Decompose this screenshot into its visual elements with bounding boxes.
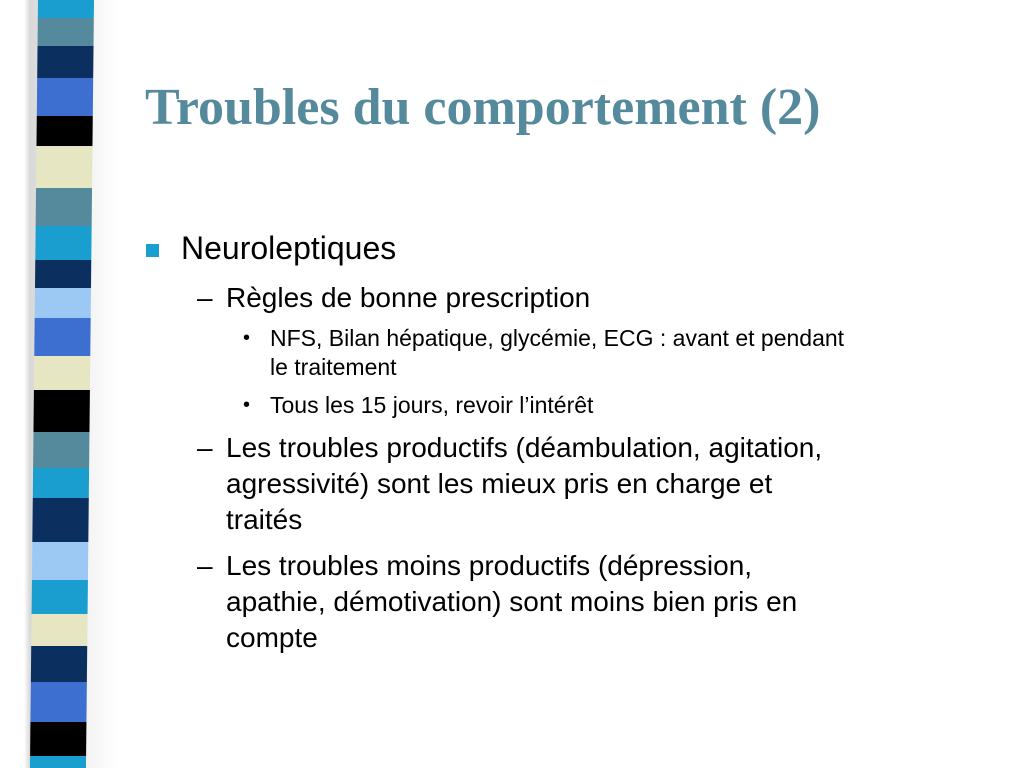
strip-block [31,614,87,646]
sub-bullet-productifs-line-3: traités [226,504,303,535]
sub-bullet-prescription: Règles de bonne prescription [226,282,591,313]
sub-bullet-productifs-line-1: Les troubles productifs (déambulation, agitation, [226,432,823,463]
strip-block [30,682,86,722]
sub-bullet-moins-productifs-line-3: compte [226,622,318,653]
strip-block [33,468,89,498]
sub-bullet-moins-productifs-line-1: Les troubles moins productifs (dépression, [226,550,753,581]
dash-bullet-icon: – [197,432,213,463]
strip-block [37,46,93,78]
strip-block [31,646,87,682]
strip-block [36,146,92,188]
strip-block [33,390,89,432]
strip-block [38,0,94,18]
strip-block [34,318,90,356]
strip-block [34,356,90,390]
dash-bullet-icon: – [197,550,213,581]
strip-block [35,260,91,288]
strip-block [35,288,91,318]
strip-block [32,498,88,542]
sub-sub-bullet-bilan-line-2: le traitement [270,354,397,380]
strip-block [36,116,92,146]
strip-block [30,756,86,768]
dash-bullet-icon: – [197,282,213,313]
slide-title: Troubles du comportement (2) [145,79,821,136]
sub-bullet-productifs-line-2: agressivité) sont les mieux pris en charge et [226,468,773,499]
dot-bullet-icon: • [243,394,251,416]
sub-sub-bullet-15-jours: Tous les 15 jours, revoir l’intérêt [270,392,594,418]
square-bullet-icon [146,244,159,257]
strip-block [38,18,94,46]
strip-block [30,722,86,756]
strip-block [36,188,92,226]
strip-block [35,226,91,260]
decorative-color-strip [30,0,94,768]
strip-block [33,432,89,468]
dot-bullet-icon: • [243,327,251,349]
strip-block [32,580,88,614]
bullet-neuroleptiques: Neuroleptiques [181,230,397,266]
strip-block [37,78,93,116]
sub-sub-bullet-bilan-line-1: NFS, Bilan hépatique, glycémie, ECG : avant et pendant [270,325,845,351]
strip-block [32,542,88,580]
sub-bullet-moins-productifs-line-2: apathie, démotivation) sont moins bien pris en [226,586,798,617]
